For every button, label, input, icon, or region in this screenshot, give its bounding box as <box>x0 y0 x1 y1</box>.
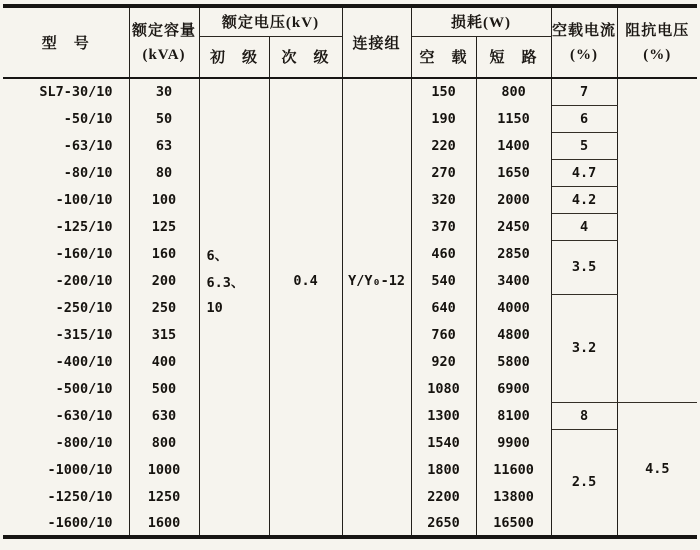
short-loss-cell: 2850 <box>476 240 551 267</box>
secondary-voltage-cell <box>269 510 342 537</box>
model-cell: -630/10 <box>3 402 129 429</box>
noload-current-cell: 4.2 <box>551 186 617 213</box>
capacity-cell: 315 <box>129 321 199 348</box>
noload-current-cell: 4.7 <box>551 159 617 186</box>
capacity-cell: 1250 <box>129 483 199 510</box>
primary-voltage-cell: 6、 <box>199 240 269 267</box>
header-impedance-line1: 阻抗电压 <box>625 22 690 39</box>
connection-group-cell <box>342 348 411 375</box>
connection-group-cell <box>342 429 411 456</box>
header-noload-current-line1: 空载电流 <box>552 22 617 39</box>
primary-voltage-cell: 6.3、 <box>199 267 269 294</box>
noload-loss-cell: 1800 <box>411 456 476 483</box>
connection-group-cell <box>342 321 411 348</box>
noload-loss-cell: 1540 <box>411 429 476 456</box>
short-loss-cell: 13800 <box>476 483 551 510</box>
header-impedance <box>617 6 697 78</box>
noload-loss-cell: 1080 <box>411 375 476 402</box>
capacity-cell: 800 <box>129 429 199 456</box>
header-primary-voltage: 初 级 <box>199 36 269 78</box>
secondary-voltage-cell <box>269 78 342 105</box>
short-loss-cell: 16500 <box>476 510 551 537</box>
primary-voltage-cell: 10 <box>199 294 269 321</box>
model-cell: -200/10 <box>3 267 129 294</box>
table-row <box>3 105 697 132</box>
primary-voltage-cell <box>199 159 269 186</box>
capacity-cell: 1600 <box>129 510 199 537</box>
noload-loss-cell: 760 <box>411 321 476 348</box>
model-cell: -315/10 <box>3 321 129 348</box>
noload-current-cell: 5 <box>551 132 617 159</box>
connection-group-cell <box>342 213 411 240</box>
capacity-cell: 63 <box>129 132 199 159</box>
model-cell: SL7-30/10 <box>3 78 129 105</box>
short-loss-cell: 1650 <box>476 159 551 186</box>
connection-group-cell <box>342 159 411 186</box>
secondary-voltage-cell <box>269 186 342 213</box>
connection-group-cell <box>342 78 411 105</box>
short-loss-cell: 1150 <box>476 105 551 132</box>
capacity-cell: 50 <box>129 105 199 132</box>
short-loss-cell: 800 <box>476 78 551 105</box>
impedance-voltage-cell <box>617 78 697 402</box>
connection-group-cell: Y/Y₀-12 <box>342 267 411 294</box>
noload-current-cell: 3.5 <box>551 240 617 294</box>
secondary-voltage-cell: 0.4 <box>269 267 342 294</box>
noload-loss-cell: 1300 <box>411 402 476 429</box>
secondary-voltage-cell <box>269 375 342 402</box>
table-row <box>3 186 697 213</box>
connection-group-cell <box>342 483 411 510</box>
secondary-voltage-cell <box>269 213 342 240</box>
primary-voltage-cell <box>199 213 269 240</box>
short-loss-cell: 2450 <box>476 213 551 240</box>
header-noload-current <box>551 6 617 78</box>
connection-group-cell <box>342 132 411 159</box>
primary-voltage-cell <box>199 186 269 213</box>
capacity-cell: 200 <box>129 267 199 294</box>
model-cell: -1250/10 <box>3 483 129 510</box>
connection-group-cell <box>342 294 411 321</box>
primary-voltage-cell <box>199 78 269 105</box>
secondary-voltage-cell <box>269 456 342 483</box>
table-row <box>3 429 697 456</box>
connection-group-cell <box>342 402 411 429</box>
capacity-cell: 1000 <box>129 456 199 483</box>
short-loss-cell: 5800 <box>476 348 551 375</box>
secondary-voltage-cell <box>269 240 342 267</box>
noload-loss-cell: 150 <box>411 78 476 105</box>
noload-loss-cell: 190 <box>411 105 476 132</box>
capacity-cell: 160 <box>129 240 199 267</box>
model-cell: -500/10 <box>3 375 129 402</box>
connection-group-cell <box>342 375 411 402</box>
model-cell: -1000/10 <box>3 456 129 483</box>
secondary-voltage-cell <box>269 294 342 321</box>
primary-voltage-cell <box>199 402 269 429</box>
short-loss-cell: 4000 <box>476 294 551 321</box>
noload-loss-cell: 270 <box>411 159 476 186</box>
noload-current-cell: 3.2 <box>551 294 617 402</box>
table-row <box>3 78 697 105</box>
capacity-cell: 250 <box>129 294 199 321</box>
header-voltage-group: 额定电压(kV) <box>199 6 342 36</box>
model-cell: -250/10 <box>3 294 129 321</box>
header-connection: 连接组 <box>342 6 411 78</box>
short-loss-cell: 8100 <box>476 402 551 429</box>
short-loss-cell: 6900 <box>476 375 551 402</box>
secondary-voltage-cell <box>269 159 342 186</box>
capacity-cell: 30 <box>129 78 199 105</box>
table-row <box>3 294 697 321</box>
capacity-cell: 100 <box>129 186 199 213</box>
primary-voltage-cell <box>199 321 269 348</box>
impedance-voltage-cell: 4.5 <box>645 460 670 477</box>
secondary-voltage-cell <box>269 429 342 456</box>
short-loss-cell: 1400 <box>476 132 551 159</box>
secondary-voltage-cell <box>269 402 342 429</box>
capacity-cell: 630 <box>129 402 199 429</box>
primary-voltage-cell <box>199 510 269 537</box>
primary-voltage-cell <box>199 348 269 375</box>
noload-current-cell: 8 <box>551 402 617 429</box>
header-capacity-line1: 额定容量 <box>131 22 196 39</box>
model-cell: -800/10 <box>3 429 129 456</box>
table-row <box>3 213 697 240</box>
short-loss-cell: 4800 <box>476 321 551 348</box>
connection-group-cell <box>342 186 411 213</box>
header-secondary-voltage: 次 级 <box>269 36 342 78</box>
primary-voltage-cell <box>199 483 269 510</box>
secondary-voltage-cell <box>269 348 342 375</box>
short-loss-cell: 11600 <box>476 456 551 483</box>
header-impedance-line2: (%) <box>643 46 672 63</box>
model-cell: -80/10 <box>3 159 129 186</box>
header-row-group <box>3 6 697 36</box>
header-loss-short: 短 路 <box>476 36 551 78</box>
secondary-voltage-cell <box>269 132 342 159</box>
capacity-cell: 80 <box>129 159 199 186</box>
noload-loss-cell: 320 <box>411 186 476 213</box>
model-cell: -50/10 <box>3 105 129 132</box>
transformer-spec-table <box>3 4 697 539</box>
header-loss-group: 损耗(W) <box>411 6 551 36</box>
primary-voltage-cell <box>199 132 269 159</box>
table-row <box>3 402 697 429</box>
model-cell: -160/10 <box>3 240 129 267</box>
secondary-voltage-cell <box>269 321 342 348</box>
connection-group-cell <box>342 240 411 267</box>
model-cell: -125/10 <box>3 213 129 240</box>
connection-group-cell <box>342 105 411 132</box>
noload-loss-cell: 920 <box>411 348 476 375</box>
noload-loss-cell: 540 <box>411 267 476 294</box>
primary-voltage-cell <box>199 429 269 456</box>
table-row <box>3 240 697 267</box>
capacity-cell: 125 <box>129 213 199 240</box>
table-body <box>3 78 697 537</box>
noload-loss-cell: 640 <box>411 294 476 321</box>
header-noload-current-line2: (%) <box>570 46 599 63</box>
primary-voltage-cell <box>199 456 269 483</box>
noload-current-cell: 2.5 <box>551 429 617 537</box>
secondary-voltage-cell <box>269 105 342 132</box>
primary-voltage-cell <box>199 375 269 402</box>
noload-loss-cell: 2200 <box>411 483 476 510</box>
short-loss-cell: 2000 <box>476 186 551 213</box>
header-capacity-line2: (kVA) <box>142 46 186 63</box>
connection-group-cell <box>342 510 411 537</box>
primary-voltage-cell <box>199 105 269 132</box>
capacity-cell: 500 <box>129 375 199 402</box>
noload-loss-cell: 460 <box>411 240 476 267</box>
model-cell: -1600/10 <box>3 510 129 537</box>
header-loss-noload: 空 载 <box>411 36 476 78</box>
header-capacity <box>129 6 199 78</box>
noload-loss-cell: 2650 <box>411 510 476 537</box>
header-model: 型 号 <box>3 6 129 78</box>
short-loss-cell: 9900 <box>476 429 551 456</box>
secondary-voltage-cell <box>269 483 342 510</box>
model-cell: -63/10 <box>3 132 129 159</box>
short-loss-cell: 3400 <box>476 267 551 294</box>
noload-loss-cell: 370 <box>411 213 476 240</box>
model-cell: -400/10 <box>3 348 129 375</box>
noload-current-cell: 7 <box>551 78 617 105</box>
noload-current-cell: 6 <box>551 105 617 132</box>
noload-current-cell: 4 <box>551 213 617 240</box>
connection-group-cell <box>342 456 411 483</box>
table-row <box>3 132 697 159</box>
capacity-cell: 400 <box>129 348 199 375</box>
table-row <box>3 159 697 186</box>
model-cell: -100/10 <box>3 186 129 213</box>
noload-loss-cell: 220 <box>411 132 476 159</box>
